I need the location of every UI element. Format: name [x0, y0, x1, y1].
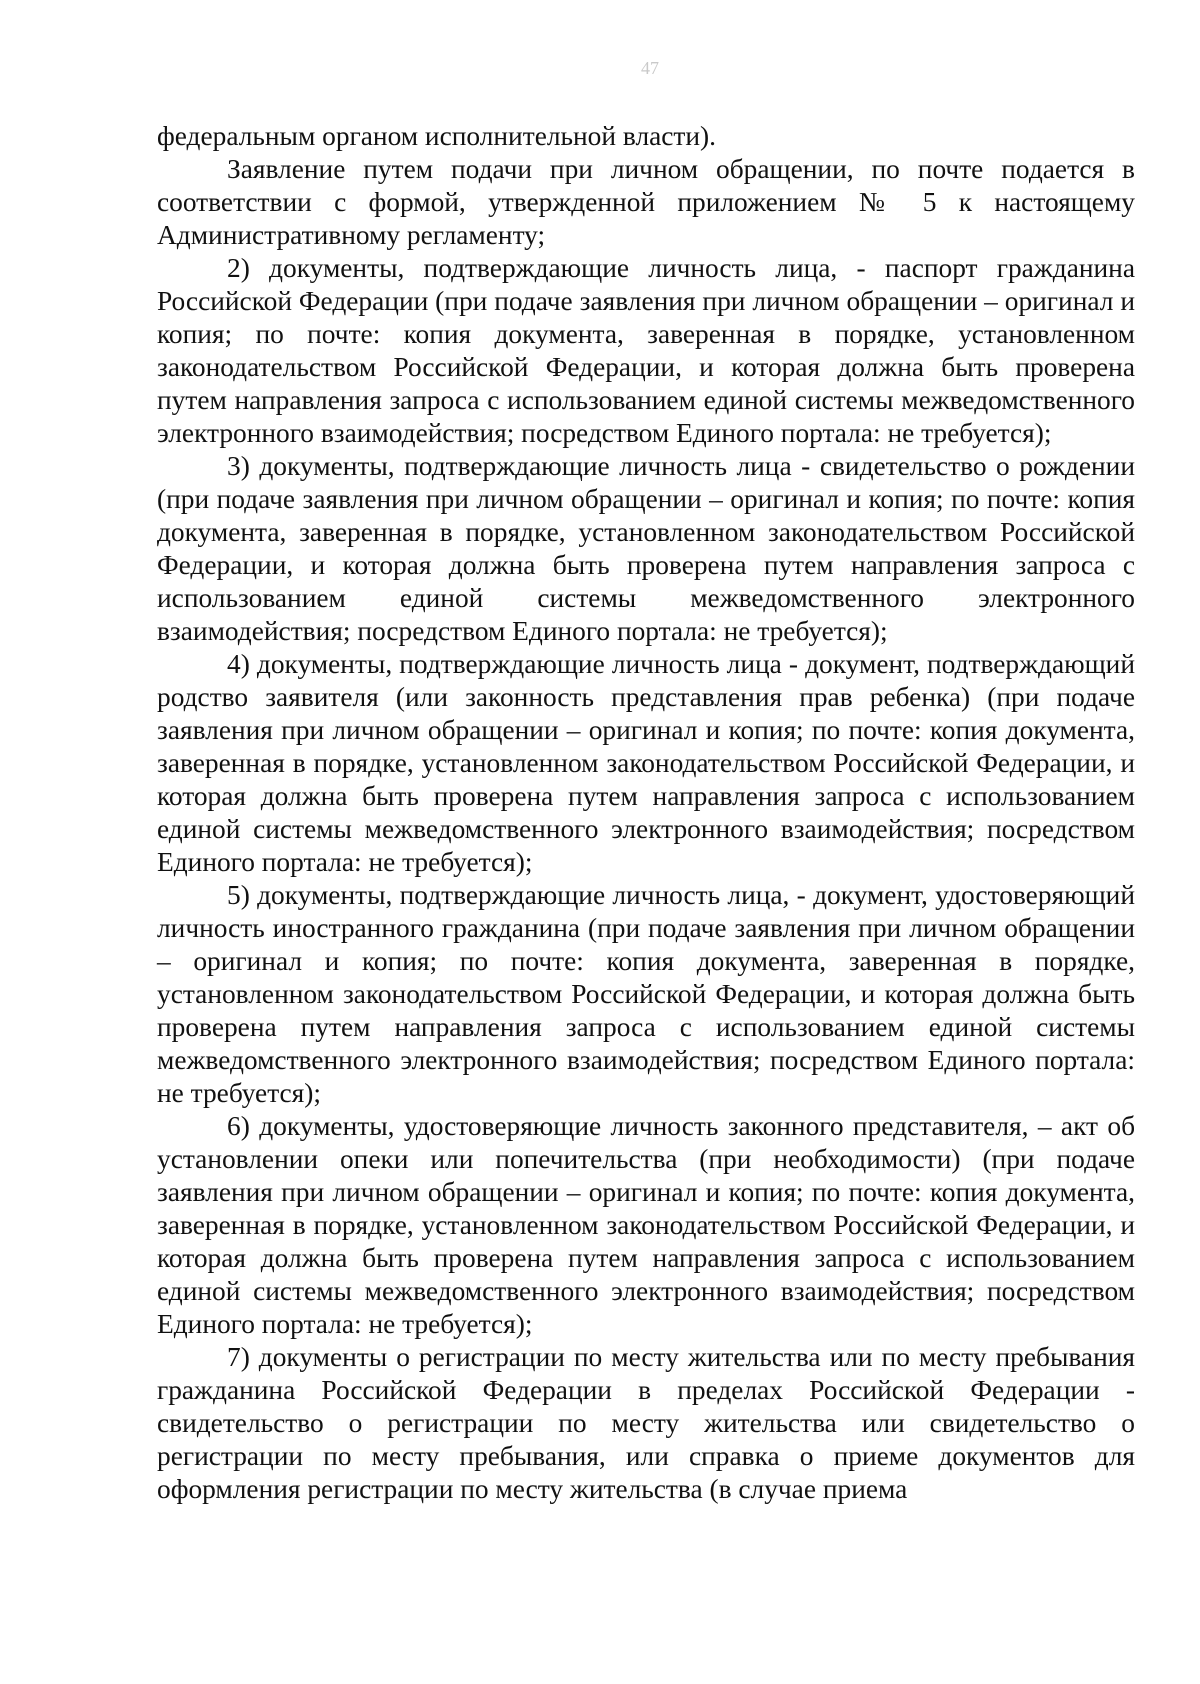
paragraph-item-3: 3) документы, подтверждающие личность лица - свидетельство о рождении (при подаче заявления при личном обращении – оригинал и копия; по почте: копия документа, заверенная в порядке, установленном законодательством Российской Федерации, и которая должна быть проверена путем направления запроса с использованием единой системы межведомственного электронного взаимодействия; посредством Единого портала: не требуется);	[157, 451, 1135, 646]
paragraph-item-4: 4) документы, подтверждающие личность лица - документ, подтверждающий родство заявителя (или законность представления прав ребенка) (при подаче заявления при личном обращении – оригинал и копия; по почте: копия документа, заверенная в порядке, установленном законодательством Российской Федерации, и которая должна быть проверена путем направления запроса с использованием единой системы межведомственного электронного взаимодействия; посредством Единого портала: не требуется);	[157, 649, 1135, 877]
paragraph-continuation: федеральным органом исполнительной власти).	[157, 121, 717, 151]
paragraph-item-2: 2) документы, подтверждающие личность лица, - паспорт гражданина Российской Федерации (при подаче заявления при личном обращении – оригинал и копия; по почте: копия документа, заверенная в порядке, установленном законодательством Российской Федерации, и которая должна быть проверена путем направления запроса с использованием единой системы межведомственного электронного взаимодействия; посредством Единого портала: не требуется);	[157, 253, 1135, 448]
paragraph-item-7: 7) документы о регистрации по месту жительства или по месту пребывания гражданина Российской Федерации в пределах Российской Федерации - свидетельство о регистрации по месту жительства или свидетельство о регистрации по месту пребывания, или справка о приеме документов для оформления регистрации по месту жительства (в случае приема	[157, 1342, 1135, 1504]
page-number: 47	[641, 58, 659, 78]
paragraph-item-5: 5) документы, подтверждающие личность лица, - документ, удостоверяющий личность иностранного гражданина (при подаче заявления при личном обращении – оригинал и копия; по почте: копия документа, заверенная в порядке, установленном законодательством Российской Федерации, и которая должна быть проверена путем направления запроса с использованием единой системы межведомственного электронного взаимодействия; посредством Единого портала: не требуется);	[157, 880, 1135, 1108]
document-body	[157, 120, 1135, 1506]
paragraph-item-6: 6) документы, удостоверяющие личность законного представителя, – акт об установлении опеки или попечительства (при необходимости) (при подаче заявления при личном обращении – оригинал и копия; по почте: копия документа, заверенная в порядке, установленном законодательством Российской Федерации, и которая должна быть проверена путем направления запроса с использованием единой системы межведомственного электронного взаимодействия; посредством Единого портала: не требуется);	[157, 1111, 1135, 1339]
paragraph-application-form: Заявление путем подачи при личном обращении, по почте подается в соответствии с формой, утвержденной приложением № 5 к настоящему Административному регламенту;	[157, 154, 1135, 250]
